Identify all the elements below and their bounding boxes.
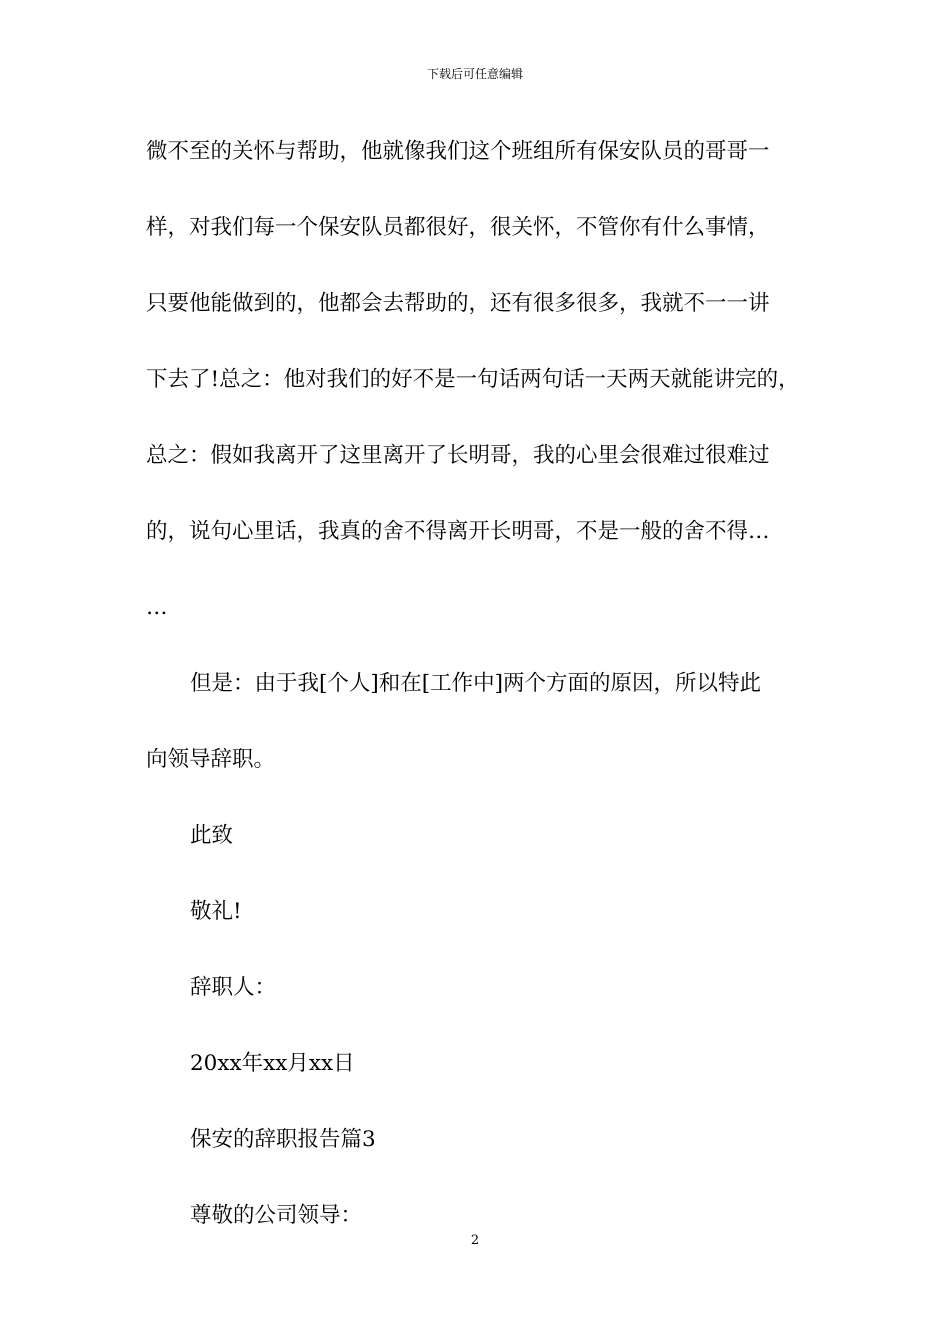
document-body bbox=[146, 114, 810, 1254]
paragraph-line: 只要他能做到的，他都会去帮助的，还有很多很多，我就不一一讲 bbox=[146, 291, 770, 316]
section-title: 保安的辞职报告篇3 bbox=[190, 1127, 376, 1152]
paragraph-line: 下去了!总之：他对我们的好不是一句话两句话一天两天就能讲完的， bbox=[146, 367, 800, 392]
closing-regards: 敬礼! bbox=[190, 899, 242, 924]
paragraph-line: 但是：由于我[个人]和在[工作中]两个方面的原因，所以特此 bbox=[190, 671, 762, 696]
page-header: 下载后可任意编辑 bbox=[426, 67, 523, 81]
closing-salutation: 此致 bbox=[190, 823, 234, 848]
paragraph-line: 的，说句心里话，我真的舍不得离开长明哥，不是一般的舍不得… bbox=[146, 519, 770, 544]
greeting-line: 尊敬的公司领导： bbox=[190, 1203, 363, 1228]
paragraph-line: 总之：假如我离开了这里离开了长明哥，我的心里会很难过很难过 bbox=[146, 443, 770, 468]
paragraph-line: … bbox=[146, 595, 168, 620]
paragraph-line: 向领导辞职。 bbox=[146, 747, 276, 772]
paragraph-line: 微不至的关怀与帮助，他就像我们这个班组所有保安队员的哥哥一 bbox=[146, 139, 770, 164]
signature-label: 辞职人： bbox=[190, 975, 277, 1000]
paragraph-line: 样，对我们每一个保安队员都很好，很关怀，不管你有什么事情， bbox=[146, 215, 770, 240]
date-line: 20xx年xx月xx日 bbox=[190, 1051, 355, 1076]
page-number: 2 bbox=[470, 1233, 480, 1248]
